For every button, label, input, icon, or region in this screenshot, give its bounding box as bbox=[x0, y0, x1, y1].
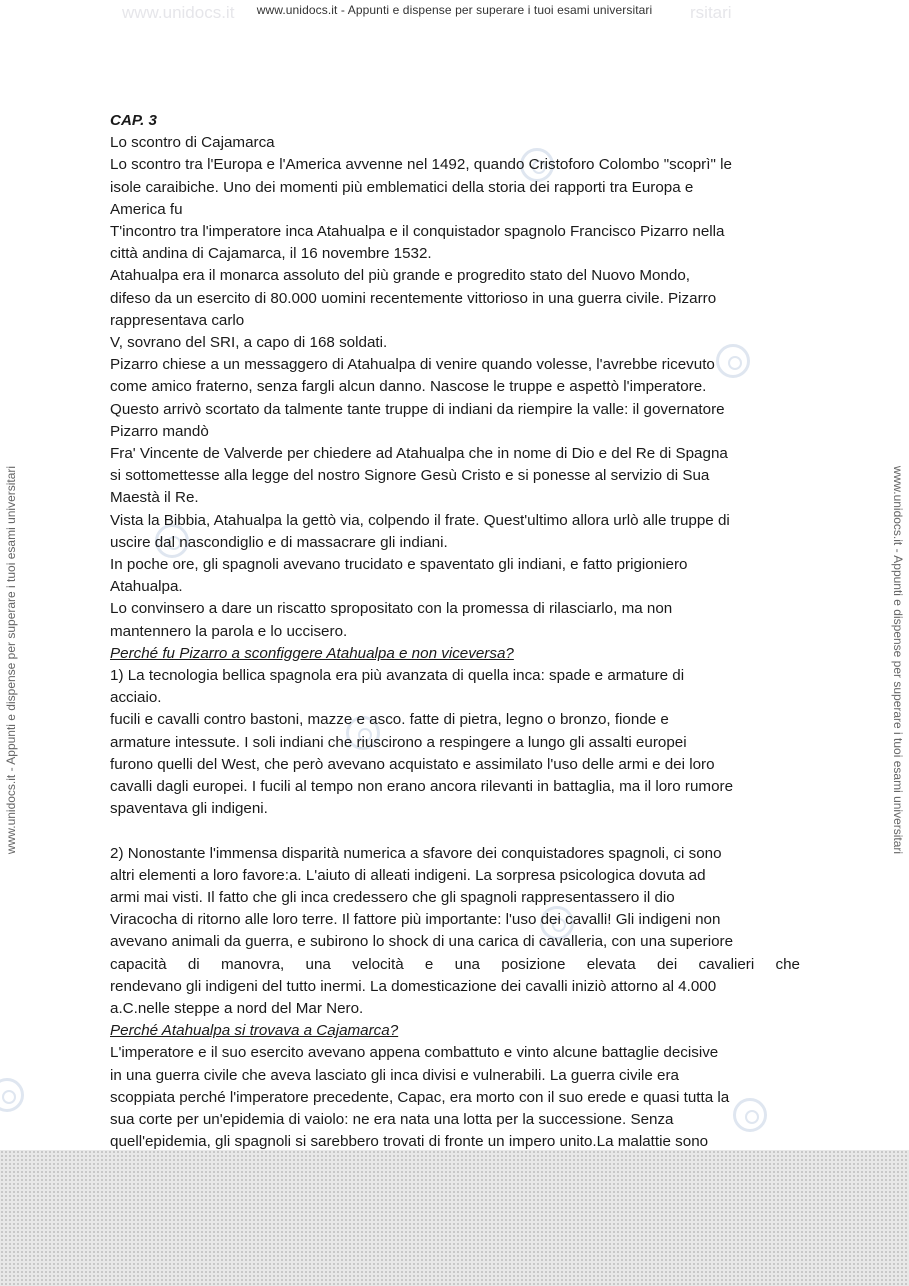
watermark-site-text: www.unidocs.it bbox=[122, 3, 235, 22]
text-line: V, sovrano del SRI, a capo di 168 soldati. bbox=[110, 334, 388, 352]
text-line: a.C.nelle steppe a nord del Mar Nero. bbox=[110, 999, 364, 1017]
text-line: Vista la Bibbia, Atahualpa la gettò via, colpendo il frate. Quest'ultimo allora urlò alle truppe di bbox=[110, 511, 730, 529]
text-line: isole caraibiche. Uno dei momenti più emblematici della storia dei rapporti tra Europa e bbox=[110, 178, 694, 196]
question-heading-1: Perché fu Pizarro a sconfiggere Atahualpa e non viceversa? bbox=[110, 644, 514, 662]
text-line: furono quelli del West, che però avevano acquistato e assimilato l'uso delle armi e dei loro bbox=[110, 755, 715, 773]
text-line: Pizarro mandò bbox=[110, 422, 209, 440]
text-line: uscire dal nascondiglio e di massacrare gli indiani. bbox=[110, 533, 448, 551]
watermark-tail bbox=[690, 3, 732, 23]
text-line: rendevano gli indigeni del tutto inermi. La domesticazione dei cavalli iniziò attorno al 4.000 bbox=[110, 977, 717, 995]
intro-paragraphs bbox=[110, 132, 800, 643]
text-line: America fu bbox=[110, 200, 183, 218]
text-line: Lo convinsero a dare un riscatto spropositato con la promessa di rilasciarlo, ma non bbox=[110, 600, 673, 618]
text-line: avevano animali da guerra, e subirono lo shock di una carica di cavalleria, con una superiore bbox=[110, 933, 734, 951]
text-line: 1) La tecnologia bellica spagnola era più avanzata di quella inca: spade e armature di bbox=[110, 667, 685, 685]
text-line: T'incontro tra l'imperatore inca Atahualpa e il conquistador spagnolo Francisco Pizarro nella bbox=[110, 223, 725, 241]
side-watermark-right: www.unidocs.it - Appunti e dispense per superare i tuoi esami universitari bbox=[891, 465, 905, 855]
text-line: armi mai visti. Il fatto che gli inca credessero che gli spagnoli rappresentassero il dio bbox=[110, 888, 675, 906]
document-body bbox=[110, 110, 800, 1176]
text-line: Maestà il Re. bbox=[110, 489, 199, 507]
text-line: capacità di manovra, una velocità e una posizione elevata dei cavalieri che bbox=[110, 955, 800, 973]
text-line: quell'epidemia, gli spagnoli si sarebbero trovati di fronte un impero unito.La malattie sono bbox=[110, 1133, 709, 1151]
text-line: come amico fraterno, senza fargli alcun danno. Nascose le truppe e aspettò l'imperatore. bbox=[110, 378, 707, 396]
text-line: armature intessute. I soli indiani che riuscirono a respingere a lungo gli assalti europei bbox=[110, 733, 687, 751]
text-line: Atahualpa. bbox=[110, 578, 183, 596]
page-header-banner: www.unidocs.it - Appunti e dispense per superare i tuoi esami universitari bbox=[256, 3, 653, 17]
text-line: città andina di Cajamarca, il 16 novembre 1532. bbox=[110, 245, 432, 263]
text-line: cavalli dagli europei. I fucili al tempo non erano ancora rilevanti in battaglia, ma il loro rumore bbox=[110, 778, 734, 796]
answer-2 bbox=[110, 843, 800, 1021]
text-line: mantennero la parola e lo uccisero. bbox=[110, 622, 348, 640]
watermark-logo-icon bbox=[0, 1078, 24, 1112]
side-watermark-left: www.unidocs.it - Appunti e dispense per superare i tuoi esami universitari bbox=[4, 465, 18, 855]
text-line: fucili e cavalli contro bastoni, mazze e asco. fatte di pietra, legno o bronzo, fionde e bbox=[110, 711, 669, 729]
answer-1 bbox=[110, 665, 800, 820]
text-line: Viracocha di ritorno alle loro terre. Il fattore più importante: l'uso dei cavalli! Gli indigeni non bbox=[110, 911, 721, 929]
text-line: Lo scontro tra l'Europa e l'America avvenne nel 1492, quando Cristoforo Colombo "scoprì" le bbox=[110, 156, 732, 174]
text-line: si sottomettesse alla legge del nostro Signore Gesù Cristo e si ponesse al servizio di Sua bbox=[110, 467, 710, 485]
text-line: in una guerra civile che aveva lasciato gli inca divisi e vulnerabili. La guerra civile era bbox=[110, 1066, 679, 1084]
text-line: Fra' Vincente de Valverde per chiedere ad Atahualpa che in nome di Dio e del Re di Spagna bbox=[110, 445, 728, 463]
chapter-title: CAP. 3 bbox=[110, 112, 157, 129]
text-line: sua corte per un'epidemia di vaiolo: ne era nata una lotta per la successione. Senza bbox=[110, 1110, 674, 1128]
text-line: scoppiata perché l'imperatore precedente, Capac, era morto con il suo erede e quasi tutta la bbox=[110, 1088, 730, 1106]
text-line: spaventava gli indigeni. bbox=[110, 800, 268, 818]
watermark-tail-text: rsitari bbox=[690, 3, 732, 22]
text-line: Lo scontro di Cajamarca bbox=[110, 134, 275, 152]
text-line: L'imperatore e il suo esercito avevano appena combattuto e vinto alcune battaglie decisive bbox=[110, 1044, 719, 1062]
text-line: Atahualpa era il monarca assoluto del più grande e progredito stato del Nuovo Mondo, bbox=[110, 267, 691, 285]
text-line: acciaio. bbox=[110, 689, 162, 707]
text-line: difeso da un esercito di 80.000 uomini recentemente vittorioso in una guerra civile. Pizarro bbox=[110, 289, 717, 307]
text-line: 2) Nonostante l'immensa disparità numerica a sfavore dei conquistadores spagnoli, ci sono bbox=[110, 844, 722, 862]
question-heading-2: Perché Atahualpa si trovava a Cajamarca? bbox=[110, 1022, 399, 1040]
text-line: rappresentava carlo bbox=[110, 311, 245, 329]
text-line: Pizarro chiese a un messaggero di Atahualpa di venire quando volesse, l'avrebbe ricevuto bbox=[110, 356, 715, 374]
text-line: altri elementi a loro favore:a. L'aiuto di alleati indigeni. La sorpresa psicologica dovuta ad bbox=[110, 866, 706, 884]
text-line: In poche ore, gli spagnoli avevano trucidato e spaventato gli indiani, e fatto prigioniero bbox=[110, 556, 688, 574]
text-line: Questo arrivò scortato da talmente tante truppe di indiani da riempire la valle: il governatore bbox=[110, 400, 725, 418]
scan-footer-pattern bbox=[0, 1150, 909, 1286]
